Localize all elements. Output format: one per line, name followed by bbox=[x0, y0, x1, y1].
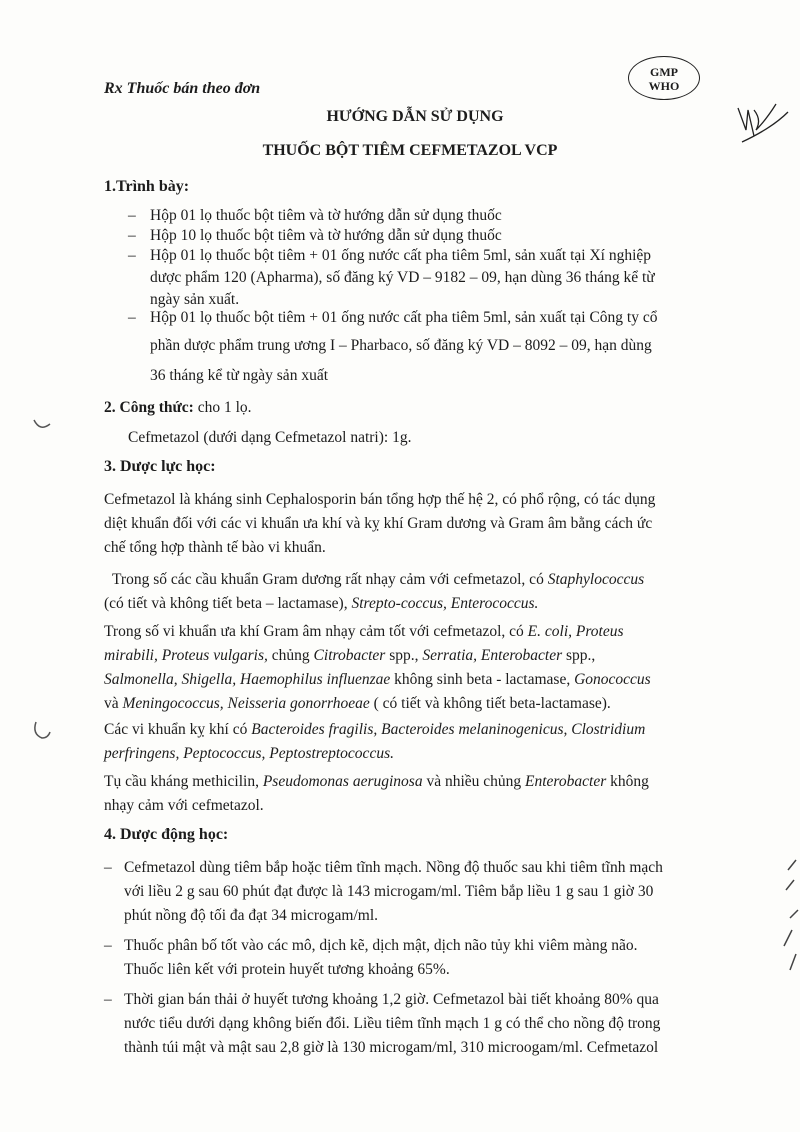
stamp-line-who: WHO bbox=[648, 79, 680, 93]
section1-item-1: – Hộp 01 lọ thuốc bột tiêm và tờ hướng dẫn sử dụng thuốc bbox=[128, 207, 502, 224]
section1-item-4-cont1: phần dược phẩm trung ương I – Pharbaco, số đăng ký VD – 8092 – 09, hạn dùng bbox=[150, 337, 652, 354]
section1-item-3-cont1: dược phẩm 120 (Apharma), số đăng ký VD – 9182 – 09, hạn dùng 36 tháng kể từ bbox=[150, 269, 655, 286]
section1-heading: 1.Trình bày: bbox=[104, 178, 190, 195]
stamp-line-gmp: GMP bbox=[650, 65, 678, 79]
section1-item-2: – Hộp 10 lọ thuốc bột tiêm và tờ hướng dẫn sử dụng thuốc bbox=[128, 227, 502, 244]
section3-para5: Tụ cầu kháng methicilin, Pseudomonas aeruginosa và nhiều chủng Enterobacter không nhạy cảm với cefmetazol. bbox=[104, 773, 649, 814]
rx-label: Rx Thuốc bán theo đơn bbox=[104, 80, 261, 97]
section4-bullet-2: – Thuốc phân bố tốt vào các mô, dịch kẽ, dịch mật, dịch não tủy khi viêm màng não. Thuốc liên kết với protein huyết tương khoảng 65%. bbox=[104, 937, 638, 978]
section3-para3: Trong số vi khuẩn ưa khí Gram âm nhạy cảm tốt với cefmetazol, có E. coli, Proteus mirabili, Proteus vulgaris, chủng Citrobacter spp., Serratia, Enterobacter spp., Salmonella, Shigella, Haemophilus influenzae không sinh beta - lactamase, Gonococcus và Meningococcus, Neisseria gonorrhoeae ( có tiết và không tiết beta-lactamase). bbox=[104, 623, 651, 712]
document-title: HƯỚNG DẪN SỬ DỤNG bbox=[326, 108, 504, 125]
section1-item-3-cont2: ngày sản xuất. bbox=[150, 291, 240, 308]
section3-para4: Các vi khuẩn kỵ khí có Bacteroides fragilis, Bacteroides melaninogenicus, Clostridium perfringens, Peptococcus, Peptostreptococcus. bbox=[104, 721, 646, 762]
section4-heading: 4. Dược động học: bbox=[104, 826, 229, 843]
section1-item-3: – Hộp 01 lọ thuốc bột tiêm + 01 ống nước cất pha tiêm 5ml, sản xuất tại Xí nghiệp bbox=[128, 247, 652, 264]
section4-bullet-1: – Cefmetazol dùng tiêm bắp hoặc tiêm tĩnh mạch. Nồng độ thuốc sau khi tiêm tĩnh mạch với liều 2 g sau 60 phút đạt được là 143 microgam/ml. Tiêm bắp liều 1 g sau 1 giờ 30 phút nồng độ tối đa đạt 34 microgam/ml. bbox=[104, 859, 663, 924]
edge-stamp-fragment bbox=[770, 850, 800, 990]
section1-item-4-cont2: 36 tháng kể từ ngày sản xuất bbox=[150, 367, 329, 384]
section2-heading: 2. Công thức: bbox=[104, 399, 194, 416]
section2-heading-line: 2. Công thức: cho 1 lọ. bbox=[104, 399, 252, 416]
punch-hole-mark bbox=[30, 720, 54, 744]
section4-bullet-3: – Thời gian bán thải ở huyết tương khoảng 1,2 giờ. Cefmetazol bài tiết khoảng 80% qua nước tiểu dưới dạng không biến đổi. Liều tiêm tĩnh mạch 1 g có thể cho nồng độ trong thành túi mật và mật sau 2,8 giờ là 130 microgam/ml, 310 microogam/ml. Cefmetazol bbox=[104, 991, 661, 1056]
section1-item-4: – Hộp 01 lọ thuốc bột tiêm + 01 ống nước cất pha tiêm 5ml, sản xuất tại Công ty cổ bbox=[128, 309, 658, 326]
section3-heading: 3. Dược lực học: bbox=[104, 458, 216, 475]
section3-para1: Cefmetazol là kháng sinh Cephalosporin bán tổng hợp thế hệ 2, có phổ rộng, có tác dụng diệt khuẩn đối với các vi khuẩn ưa khí và kỵ khí Gram dương và Gram âm bằng cách ức chế tổng hợp thành tế bào vi khuẩn. bbox=[104, 491, 656, 556]
gmp-who-stamp bbox=[628, 56, 700, 100]
document-subtitle: THUỐC BỘT TIÊM CEFMETAZOL VCP bbox=[262, 142, 558, 159]
section3-para2: Trong số các cầu khuẩn Gram dương rất nhạy cảm với cefmetazol, có Staphylococcus (có tiết và không tiết beta – lactamase), Strepto-coccus, Enterococcus. bbox=[104, 571, 645, 612]
section2-formula: Cefmetazol (dưới dạng Cefmetazol natri): 1g. bbox=[128, 429, 412, 446]
punch-hole-mark bbox=[30, 416, 54, 436]
